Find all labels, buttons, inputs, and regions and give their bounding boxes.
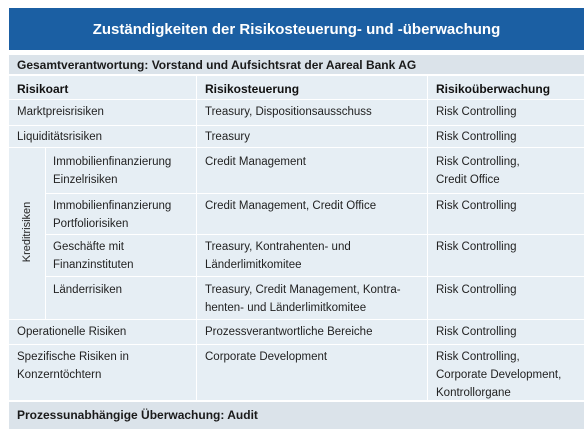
cell-art-liquiditaet: Liquiditätsrisiken xyxy=(17,131,103,143)
responsibility-table xyxy=(9,76,584,400)
independent-audit-text: Prozessunabhängige Überwachung: Audit xyxy=(17,408,258,422)
cell-steuerung-immo-einzel: Credit Management xyxy=(205,156,306,168)
column-divider xyxy=(196,76,197,400)
cell-art-marktpreis: Marktpreisrisiken xyxy=(17,106,104,118)
cell-ueberwachung-spezifisch: Risk Controlling, Corporate Development, Kontrollorgane xyxy=(436,351,562,399)
row-divider xyxy=(45,234,584,235)
row-divider xyxy=(45,193,584,194)
cell-ueberwachung-immo-einzel: Risk Controlling, Credit Office xyxy=(436,156,520,186)
cell-steuerung-marktpreis: Treasury, Dispositionsausschuss xyxy=(205,106,372,118)
independent-audit-band xyxy=(9,402,584,429)
table-title-text: Zuständigkeiten der Risikosteuerung- und -überwachung xyxy=(92,20,501,38)
cell-ueberwachung-marktpreis: Risk Controlling xyxy=(436,106,517,118)
row-divider xyxy=(9,344,584,345)
cell-steuerung-spezifisch: Corporate Development xyxy=(205,351,328,363)
cell-steuerung-operationell: Prozessverantwortliche Bereiche xyxy=(205,326,373,338)
header-risikosteuerung: Risikosteuerung xyxy=(205,82,300,96)
cell-steuerung-laender: Treasury, Credit Management, Kontra- henten- und Länderlimitkomitee xyxy=(205,284,401,314)
cell-steuerung-immo-portfolio: Credit Management, Credit Office xyxy=(205,200,377,212)
column-divider xyxy=(45,147,46,319)
cell-ueberwachung-finanzinstitute: Risk Controlling xyxy=(436,241,517,253)
cell-ueberwachung-operationell: Risk Controlling xyxy=(436,326,517,338)
cell-art-operationell: Operationelle Risiken xyxy=(17,326,127,338)
header-risikoueberwachung: Risikoüberwachung xyxy=(436,82,551,96)
overall-responsibility-band xyxy=(9,55,584,74)
cell-ueberwachung-immo-portfolio: Risk Controlling xyxy=(436,200,517,212)
cell-ueberwachung-laender: Risk Controlling xyxy=(436,284,517,296)
overall-responsibility-text: Gesamtverantwortung: Vorstand und Aufsichtsrat der Aareal Bank AG xyxy=(17,58,417,72)
cell-art-immo-portfolio: Immobilienfinanzierung Portfoliorisiken xyxy=(53,200,172,230)
cell-ueberwachung-liquiditaet: Risk Controlling xyxy=(436,131,517,143)
row-divider xyxy=(9,99,584,100)
row-divider xyxy=(9,319,584,320)
column-divider xyxy=(427,76,428,400)
row-divider xyxy=(45,276,584,277)
cell-steuerung-finanzinstitute: Treasury, Kontrahenten- und Länderlimitkomitee xyxy=(205,241,351,271)
cell-steuerung-liquiditaet: Treasury xyxy=(205,131,250,143)
row-divider xyxy=(9,125,584,126)
cell-art-spezifisch: Spezifische Risiken in Konzerntöchtern xyxy=(17,351,129,381)
table-title xyxy=(9,8,584,50)
kreditrisiken-group-label: Kreditrisiken xyxy=(21,201,33,263)
cell-art-immo-einzel: Immobilienfinanzierung Einzelrisiken xyxy=(53,156,172,186)
cell-art-finanzinstitute: Geschäfte mit Finanzinstituten xyxy=(53,241,134,271)
header-risikoart: Risikoart xyxy=(17,82,69,96)
cell-art-laender: Länderrisiken xyxy=(53,284,123,296)
row-divider xyxy=(9,147,584,148)
